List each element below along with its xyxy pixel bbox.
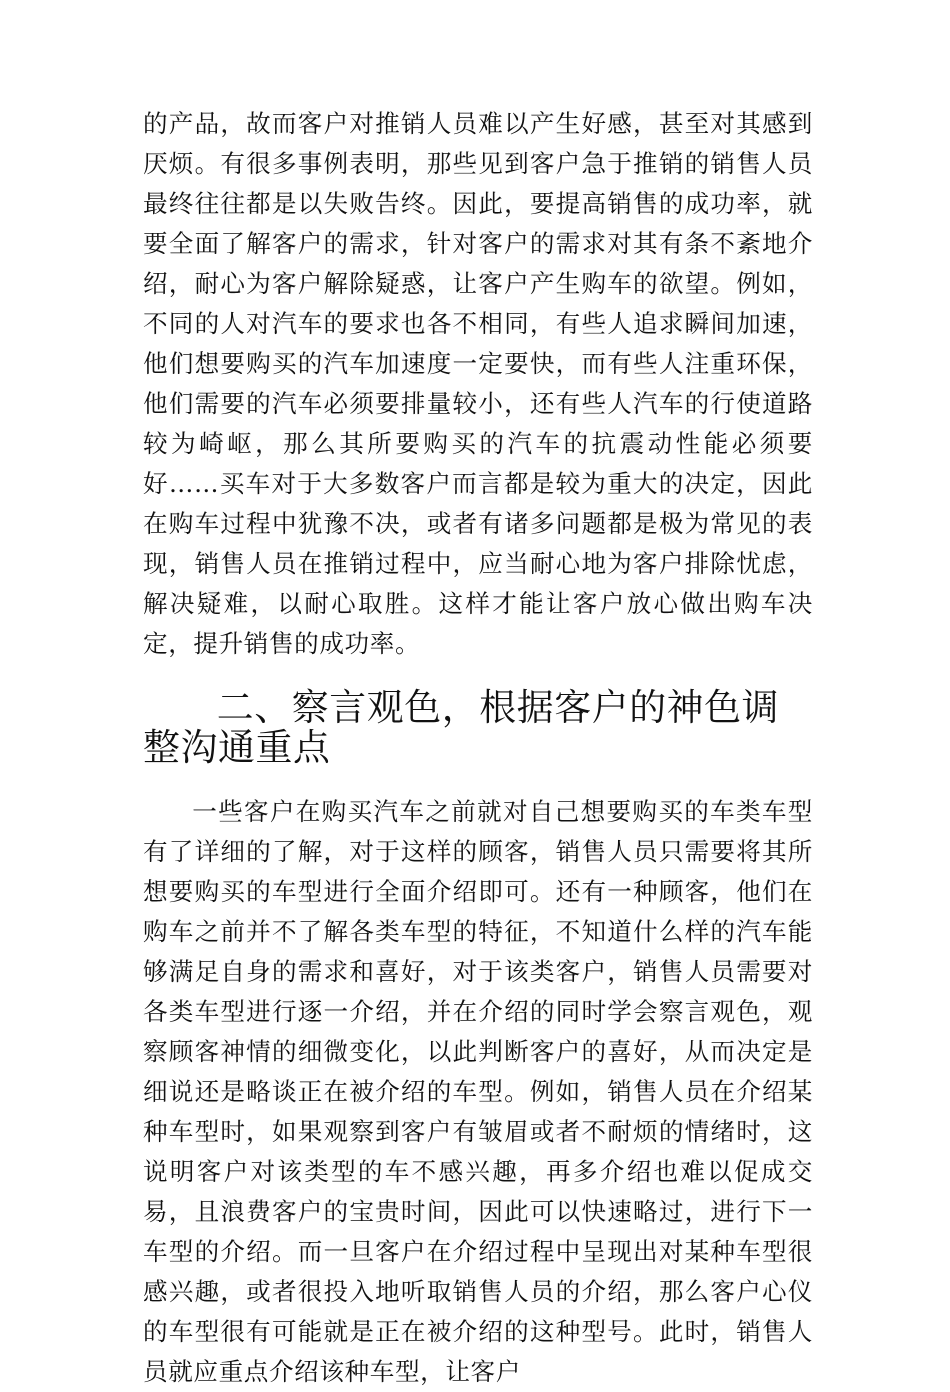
document-page <box>143 104 813 1392</box>
paragraph-continuation: 的产品，故而客户对推销人员难以产生好感，甚至对其感到厌烦。有很多事例表明，那些见到客户急于推销的销售人员最终往往都是以失败告终。因此，要提高销售的成功率，就要全面了解客户的需求，针对客户的需求对其有条不紊地介绍，耐心为客户解除疑惑，让客户产生购车的欲望。例如，不同的人对汽车的要求也各不相同，有些人追求瞬间加速，他们想要购买的汽车加速度一定要快，而有些人注重环保，他们需要的汽车必须要排量较小，还有些人汽车的行使道路较为崎岖，那么其所要购买的汽车的抗震动性能必须要好……买车对于大多数客户而言都是较为重大的决定，因此在购车过程中犹豫不决，或者有诸多问题都是极为常见的表现，销售人员在推销过程中，应当耐心地为客户排除忧虑，解决疑难，以耐心取胜。这样才能让客户放心做出购车决定，提升销售的成功率。 <box>143 109 813 658</box>
paragraph-gap <box>143 664 813 688</box>
paragraph-gap <box>143 768 813 792</box>
section-heading: 二、察言观色，根据客户的神色调整沟通重点 <box>143 686 780 769</box>
section-paragraph: 一些客户在购买汽车之前就对自己想要购买的车类车型有了详细的了解，对于这样的顾客，销售人员只需要将其所想要购买的车型进行全面介绍即可。还有一种顾客，他们在购车之前并不了解各类车型的特征，不知道什么样的汽车能够满足自身的需求和喜好，对于该类客户，销售人员需要对各类车型进行逐一介绍，并在介绍的同时学会察言观色，观察顾客神情的细微变化，以此判断客户的喜好，从而决定是细说还是略谈正在被介绍的车型。例如，销售人员在介绍某种车型时，如果观察到客户有皱眉或者不耐烦的情绪时，这说明客户对该类型的车不感兴趣，再多介绍也难以促成交易，且浪费客户的宝贵时间，因此可以快速略过，进行下一车型的介绍。而一旦客户在介绍过程中呈现出对某种车型很感兴趣，或者很投入地听取销售人员的介绍，那么客户心仪的车型很有可能就是正在被介绍的这种型号。此时，销售人员就应重点介绍该种车型，让客户 <box>143 797 813 1386</box>
